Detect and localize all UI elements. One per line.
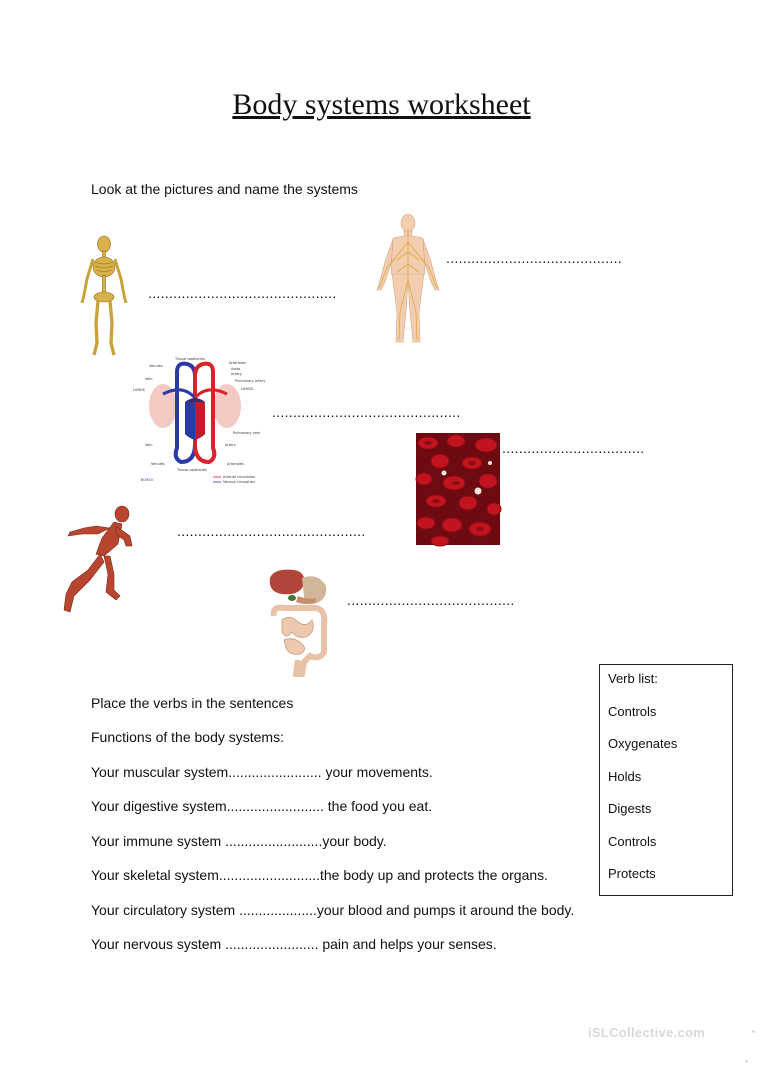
diagram-label-pulmonary-vein: Pulmonary vein	[233, 431, 261, 435]
sentence-nervous: Your nervous system ........................ pain and helps your senses.	[91, 936, 497, 952]
diagram-label-body: BORSO	[141, 478, 154, 482]
verb-list-box	[599, 664, 733, 896]
watermark: iSLCollective.com	[588, 1025, 706, 1040]
verb-list-heading: Verb list:	[608, 671, 658, 686]
diagram-label-aorta: Aorta	[231, 367, 241, 371]
instruction-name-systems: Look at the pictures and name the systems	[91, 181, 358, 197]
diagram-label-tissue-top: Tissue capillaries	[175, 357, 205, 361]
blank-skeleton: .............................................	[148, 285, 337, 301]
sentence-skeletal: Your skeletal system..........................the body up and protects the organs.	[91, 867, 549, 883]
blank-nervous: ..........................................	[446, 250, 622, 266]
diagram-label-artery-low: Artery	[225, 443, 236, 447]
diagram-label-arterioles: Arterioles	[229, 361, 246, 365]
page-title: Body systems worksheet	[232, 88, 531, 121]
sentence-digestive: Your digestive system......................... the food you eat.	[91, 798, 433, 814]
instruction-place-verbs: Place the verbs in the sentences	[91, 695, 294, 711]
blank-digestive: ........................................	[347, 592, 515, 608]
diagram-label-vein: Vein	[145, 377, 153, 381]
blank-blood: ..................................	[502, 440, 645, 456]
watermark-dot	[745, 1060, 748, 1063]
blank-muscular: .............................................	[177, 523, 366, 539]
sentence-immune: Your immune system .........................your body.	[91, 833, 387, 849]
circulatory-diagram-image	[133, 354, 266, 484]
watermark-dot	[752, 1030, 755, 1033]
diagram-label-pulmonary-artery: Pulmonary artery	[235, 379, 266, 383]
sentence-circulatory: Your circulatory system ....................your blood and pumps it around the body.	[91, 902, 575, 918]
verb-item: Digests	[608, 801, 652, 816]
muscle-runner-image	[60, 504, 136, 616]
functions-subtitle: Functions of the body systems:	[91, 729, 284, 745]
verb-item: Holds	[608, 769, 642, 784]
skeleton-image	[78, 235, 130, 359]
diagram-label-artery: Artery	[231, 372, 242, 376]
diagram-label-vein-low: Vein	[145, 443, 153, 447]
diagram-label-lungs-left: LUNGS	[133, 388, 145, 392]
blank-circulatory: .............................................	[272, 404, 461, 420]
diagram-legend-venous: Venous circulation	[223, 480, 256, 484]
diagram-label-lungs-right: LUNGS	[241, 387, 253, 391]
verb-item: Controls	[608, 704, 657, 719]
blood-cells-image	[416, 433, 500, 545]
diagram-label-arterioles-low: Arterioles	[227, 462, 244, 466]
verb-item: Oxygenates	[608, 736, 678, 751]
nervous-system-image	[373, 212, 443, 348]
verb-item: Protects	[608, 866, 656, 881]
diagram-label-venules: Venules	[149, 364, 163, 368]
sentence-muscular: Your muscular system........................ your movements.	[91, 764, 433, 780]
diagram-legend-arterial: Arterial circulation	[223, 475, 256, 479]
diagram-label-venules-low: Venules	[151, 462, 165, 466]
verb-item: Controls	[608, 834, 657, 849]
diagram-label-tissue-bottom: Tissue capillaries	[177, 468, 207, 472]
digestive-system-image	[264, 566, 334, 678]
